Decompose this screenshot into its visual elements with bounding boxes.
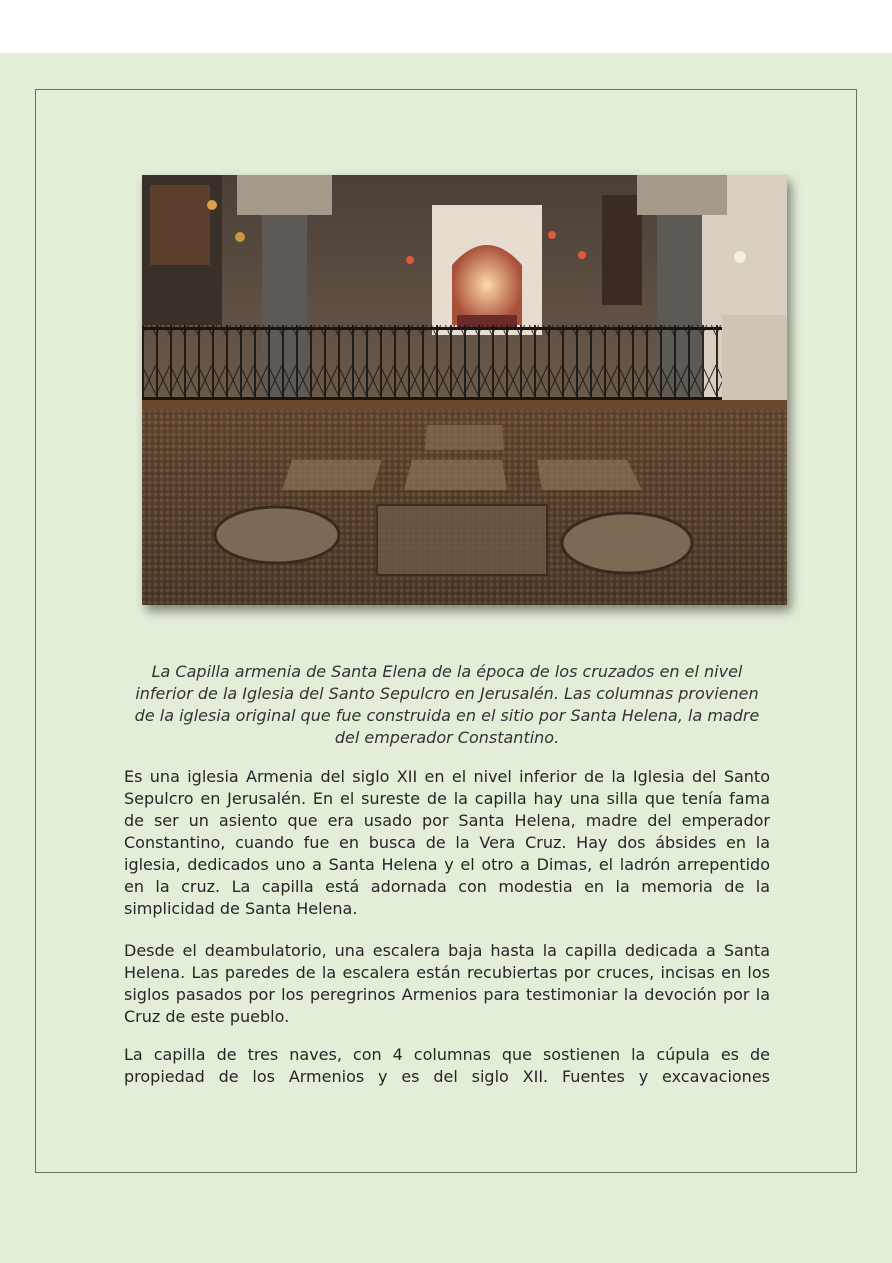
chapel-photo xyxy=(142,175,787,605)
body-paragraph: Desde el deambulatorio, una escalera baja hasta la capilla dedicada a Santa Helena. Las paredes de la escalera están recubiertas por cruces, incisas en los siglos pasados por los peregrinos Armenios para testimoniar la devoción por la Cruz de este pueblo. xyxy=(124,941,770,1026)
photo-caption: La Capilla armenia de Santa Elena de la época de los cruzados en el nivel inferior de la Iglesia del Santo Sepulcro en Jerusalén. Las columnas provienen de la iglesia original que fue construida en el sitio por Santa Helena, la madre del emperador Constantino. xyxy=(134,662,760,747)
body-paragraph: Es una iglesia Armenia del siglo XII en el nivel inferior de la Iglesia del Santo Sepulcro en Jerusalén. En el sureste de la capilla hay una silla que tenía fama de ser un asiento que era usado por Santa Helena, madre del emperador Constantino, cuando fue en busca de la Vera Cruz. Hay dos ábsides en la iglesia, dedicados uno a Santa Helena y el otro a Dimas, el ladrón arrepentido en la cruz. La capilla está adornada con modestia en la memoria de la simplicidad de Santa Helena. xyxy=(124,767,770,918)
body-paragraph: La capilla de tres naves, con 4 columnas que sostienen la cúpula es de propiedad de los Armenios y es del siglo XII. Fuentes y excavaciones xyxy=(124,1045,770,1086)
